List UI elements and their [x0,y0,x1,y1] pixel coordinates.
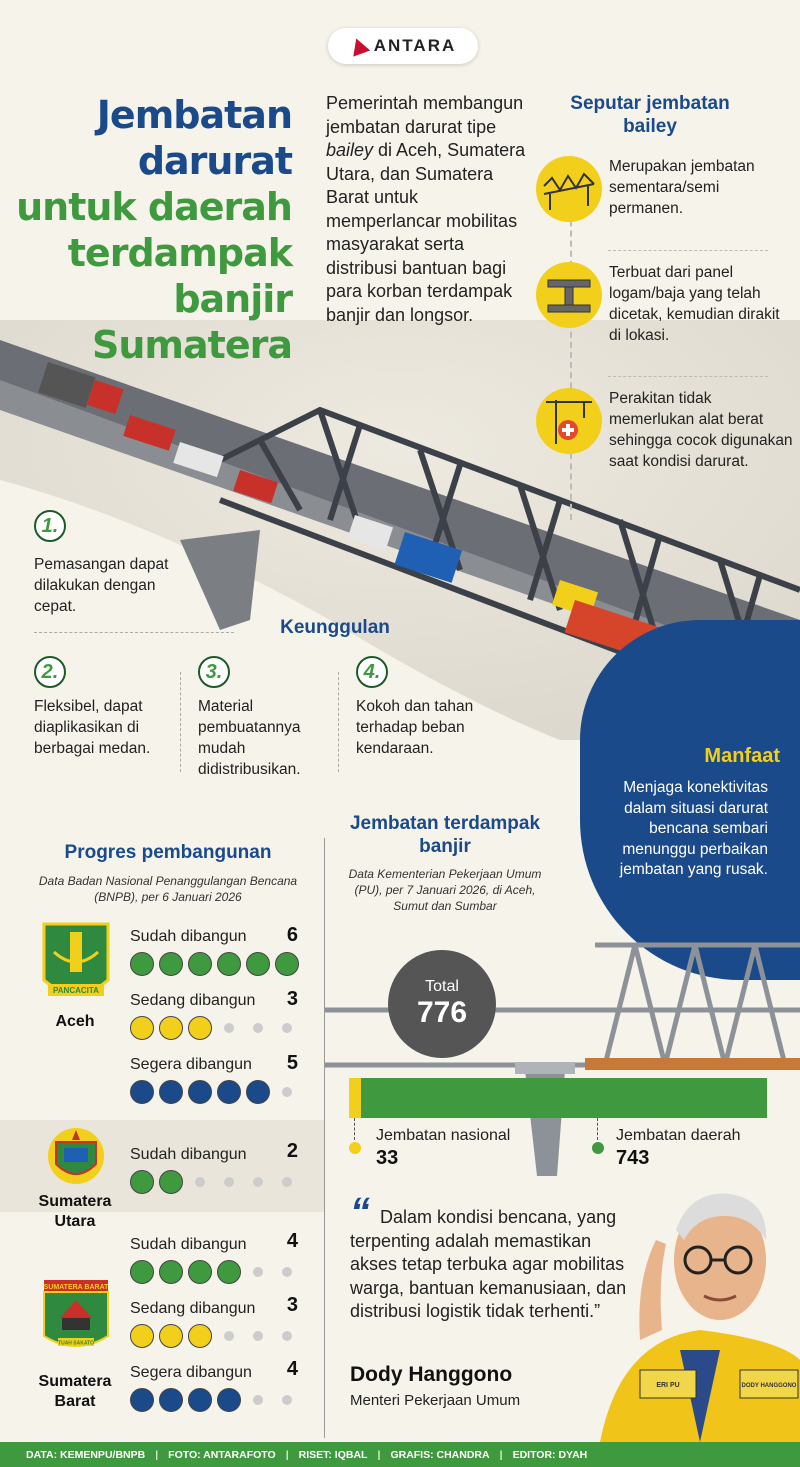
sumbar-segera-dots [130,1388,299,1412]
keunggulan-number-1: 1. [34,510,66,542]
built-bridge-dot [188,952,212,976]
keunggulan-number-2: 2. [34,656,66,688]
seputar-text-1: Merupakan jembatan sementara/semi permanen. [609,158,755,217]
sumbar-sedang-dots [130,1324,299,1348]
in-progress-bridge-dot [188,1016,212,1040]
status-count: 4 [286,1230,298,1252]
built-bridge-dot [217,1260,241,1284]
empty-dot [195,1177,205,1187]
intro-italic: bailey [326,140,374,160]
daerah-bar [361,1078,767,1118]
empty-dot [253,1023,263,1033]
antara-logo-icon [348,35,370,56]
in-progress-bridge-dot [159,1016,183,1040]
keunggulan-item-2 [34,656,184,759]
keunggulan-item-1 [34,510,194,617]
vest-right-text: DODY HANGGONO [741,1383,797,1389]
quote-name: Dody Hanggono [350,1363,513,1386]
built-bridge-dot [159,952,183,976]
vest-left-text: ERI PU [656,1382,680,1389]
planned-bridge-dot [246,1080,270,1104]
keunggulan-separator [180,672,181,772]
empty-dot [282,1177,292,1187]
status-count: 6 [286,924,298,946]
seputar-text-3: Perakitan tidak memerlukan alat berat sehingga cocok digunakan saat kondisi darurat. [609,390,793,470]
sumut-sudah-dots [130,1170,299,1194]
keunggulan-text-4: Kokoh dan tahan terhadap beban kendaraan. [356,698,474,757]
page-title [2,92,292,368]
daerah-leader [597,1118,598,1140]
planned-bridge-dot [188,1080,212,1104]
intro-paragraph [326,92,526,327]
keunggulan-number-3: 3. [198,656,230,688]
built-bridge-dot [217,952,241,976]
in-progress-bridge-dot [130,1324,154,1348]
daerah-label: Jembatan daerah [616,1127,741,1144]
in-progress-bridge-dot [188,1324,212,1348]
minister-portrait [600,1180,800,1442]
seputar-item-2 [536,262,794,362]
empty-dot [253,1395,263,1405]
keunggulan-separator [338,672,339,772]
title-line-3: untuk daerah [16,185,292,229]
quote-text: Dalam kondisi bencana, yang terpenting adalah memastikan akses tetap terbuka agar mobilitas warga, bantuan kemanusiaan, dan distribusi logistik tidak terhenti.” [350,1207,627,1321]
keunggulan-separator [34,632,234,633]
daerah-marker [592,1142,604,1154]
seputar-separator [608,250,768,251]
planned-bridge-dot [159,1080,183,1104]
title-line-5: banjir [173,277,292,321]
empty-dot [224,1023,234,1033]
seputar-item-1 [536,156,794,236]
footer-separator: | [285,1448,289,1461]
empty-dot [282,1331,292,1341]
in-progress-bridge-dot [159,1324,183,1348]
sumbar-emblem-top-text: SUMATERA BARAT [43,1284,109,1291]
progres-title: Progres pembangunan [64,842,272,863]
status-label: Sudah dibangun [130,928,247,945]
empty-dot [282,1267,292,1277]
footer-foto: FOTO: ANTARAFOTO [168,1448,276,1461]
empty-dot [282,1023,292,1033]
region-name-sumbar: Sumatera Barat [38,1373,112,1410]
nasional-value: 33 [376,1147,399,1169]
total-label: Total [425,978,459,995]
sumbar-sudah-dots [130,1260,299,1284]
empty-dot [282,1395,292,1405]
nasional-bar [349,1078,361,1118]
planned-bridge-dot [130,1080,154,1104]
logo-text: ANTARA [373,36,457,55]
status-count: 3 [286,988,298,1010]
status-label: Sudah dibangun [130,1146,247,1163]
footer-grafis: GRAFIS: CHANDRA [390,1448,490,1461]
footer-separator: | [499,1448,503,1461]
footer-riset: RISET: IQBAL [298,1448,368,1461]
keunggulan-number-4: 4. [356,656,388,688]
seputar-separator [608,376,768,377]
terdampak-subtitle: Data Kementerian Pekerjaan Umum (PU), per 7 Januari 2026, di Aceh, Sumut dan Sumbar [348,867,542,913]
keunggulan-item-4 [356,656,486,759]
built-bridge-dot [130,1170,154,1194]
footer-separator: | [377,1448,381,1461]
title-line-6: Sumatera [92,323,292,367]
built-bridge-dot [130,952,154,976]
built-bridge-dot [188,1260,212,1284]
built-bridge-dot [130,1260,154,1284]
nasional-marker [349,1142,361,1154]
crane-icon [536,388,602,454]
region-name-aceh: Aceh [55,1013,95,1030]
aceh-emblem [40,922,112,994]
total-circle [388,950,496,1058]
quote-mark-icon: “ [350,1190,370,1234]
intro-part-1: Pemerintah membangun jembatan darurat tipe [326,93,524,137]
sumbar-emblem-bottom-text: TUAH SAKATO [58,1340,94,1347]
terdampak-title: Jembatan terdampak banjir [349,813,541,857]
footer-editor: EDITOR: DYAH [512,1448,588,1461]
aceh-emblem-text: PANCACITA [53,986,99,995]
daerah-value: 743 [616,1147,650,1169]
footer-data: DATA: KEMENPU/BNPB [26,1448,146,1461]
empty-dot [224,1331,234,1341]
keunggulan-text-1: Pemasangan dapat dilakukan dengan cepat. [34,556,169,615]
keunggulan-title: Keunggulan [280,617,390,638]
planned-bridge-dot [217,1080,241,1104]
built-bridge-dot [159,1260,183,1284]
keunggulan-item-3 [198,656,348,780]
nasional-leader [354,1118,355,1140]
empty-dot [253,1177,263,1187]
aceh-sudah-dots [130,952,299,976]
aceh-sedang-dots [130,1016,299,1040]
empty-dot [224,1177,234,1187]
footer-separator: | [155,1448,159,1461]
keunggulan-text-2: Fleksibel, dapat diaplikasikan di berbagai medan. [34,698,151,757]
aceh-segera-dots [130,1080,299,1104]
progres-subtitle: Data Badan Nasional Penanggulangan Bencana (BNPB), per 6 Januari 2026 [38,874,298,904]
status-label: Segera dibangun [130,1056,252,1073]
keunggulan-text-3: Material pembuatannya mudah didistribusikan. [198,698,301,778]
empty-dot [253,1267,263,1277]
planned-bridge-dot [217,1388,241,1412]
seputar-title: Seputar jembatan bailey [570,93,730,137]
planned-bridge-dot [159,1388,183,1412]
title-line-4: terdampak [67,231,292,275]
bridge-icon [536,156,602,222]
seputar-item-3 [536,388,794,488]
status-label: Segera dibangun [130,1364,252,1381]
planned-bridge-dot [130,1388,154,1412]
status-count: 5 [286,1052,298,1074]
in-progress-bridge-dot [130,1016,154,1040]
status-label: Sedang dibangun [130,1300,256,1317]
manfaat-text: Menjaga konektivitas dalam situasi darurat bencana sembari menunggu perbaikan jembatan yang rusak. [619,779,768,878]
empty-dot [253,1331,263,1341]
sumut-emblem [40,1124,112,1196]
built-bridge-dot [275,952,299,976]
intro-part-2: di Aceh, Sumatera Utara, dan Sumatera Barat untuk memperlancar mobilitas masyarakat serta distribusi bantuan bagi para korban terdampak banjir dan longsor. [326,140,526,325]
steel-beam-icon [536,262,602,328]
footer-credits [0,1442,800,1467]
seputar-text-2: Terbuat dari panel logam/baja yang telah dicetak, kemudian dirakit di lokasi. [609,264,780,344]
status-count: 4 [286,1358,298,1380]
status-label: Sudah dibangun [130,1236,247,1253]
status-count: 2 [286,1140,298,1162]
sumbar-emblem [40,1278,112,1350]
planned-bridge-dot [188,1388,212,1412]
title-line-1: Jembatan [96,93,292,137]
title-line-2: darurat [137,139,292,183]
region-name-sumut: Sumatera Utara [38,1193,112,1230]
empty-dot [282,1087,292,1097]
manfaat-title: Manfaat [704,745,780,767]
status-label: Sedang dibangun [130,992,256,1009]
antara-logo [328,28,478,64]
total-value: 776 [416,996,468,1029]
built-bridge-dot [159,1170,183,1194]
built-bridge-dot [246,952,270,976]
nasional-label: Jembatan nasional [376,1127,511,1144]
quote-role: Menteri Pekerjaan Umum [350,1392,521,1409]
status-count: 3 [286,1294,298,1316]
